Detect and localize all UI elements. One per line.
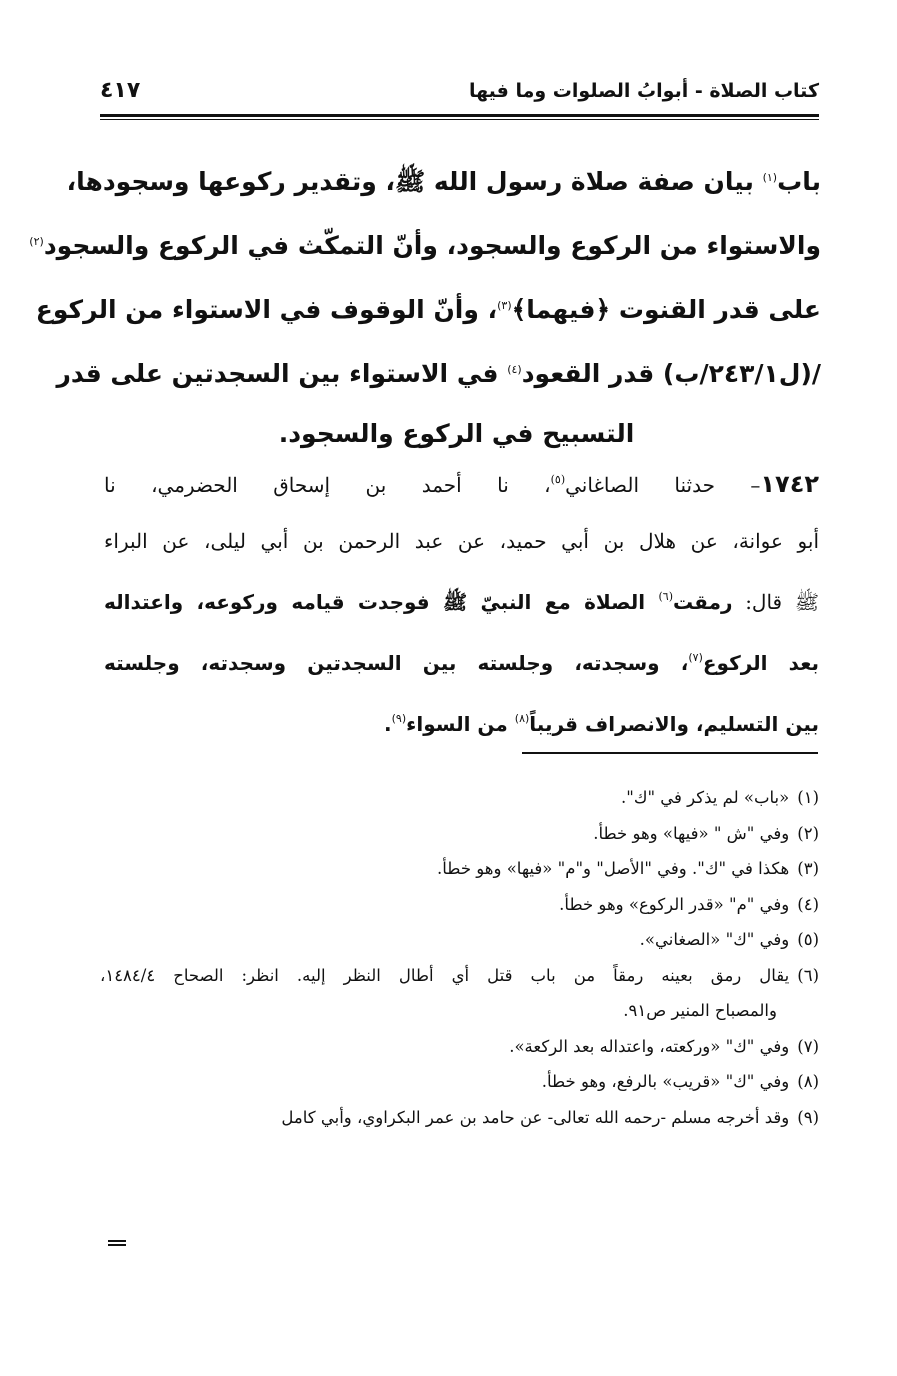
footnote-number: (٥) [797,930,819,949]
footnote-item [100,780,819,816]
footnote-text: «باب» لم يذكر في "ك". [621,788,790,807]
continuation-mark [108,1240,126,1246]
matn-text: بين التسليم، والانصراف قريباً [529,712,819,736]
footnote-ref: (٥) [550,473,566,486]
footnote-line [100,958,819,994]
page-number: ٤١٧ [100,78,141,103]
heading-text: والاستواء من الركوع والسجود، وأنّ التمكّث في الركوع والسجود [43,231,821,260]
footnote-item [100,816,819,852]
footnote-number: (٢) [797,823,819,843]
heading-text: باب [777,167,821,196]
hadith-number: ١٧٤٢ [760,470,819,498]
heading-text: بيان صفة صلاة رسول الله ﷺ، وتقدير ركوعها وسجودها، [66,167,763,196]
footnote-number: (٤) [797,894,819,914]
heading-text: ﴿فيهما﴾ [511,295,611,324]
footnote-number: (١) [797,788,819,807]
footnote-ref: (٩) [391,712,407,725]
hadith-text: – حدثنا الصاغاني [565,473,761,497]
matn-text: رمقت [673,590,733,614]
footnote-item [100,922,819,958]
heading-text: في الاستواء بين السجدتين على قدر [56,359,508,388]
heading-text: على قدر القنوت [610,295,821,324]
hadith-text: ، نا أحمد بن إسحاق الحضرمي، نا [104,473,551,497]
footnote-number: (٦) [797,965,819,985]
heading-line-4 [56,340,821,404]
chapter-heading [29,148,821,464]
heading-line-5: التسبيح في الركوع والسجود. [278,419,635,448]
hadith-line-3 [104,569,819,630]
footnote-ref: (٨) [514,712,530,725]
heading-line-1 [66,148,821,212]
footnote-text: هكذا في "ك". وفي "الأصل" و"م" «فيها» وهو خطأ. [437,859,790,878]
hadith-line-5 [104,691,819,752]
footnote-text: وفي "ك" «وركعته، واعتداله بعد الركعة». [509,1036,790,1056]
matn-text: بعد الركوع [702,651,819,675]
footnote-number: (٣) [797,859,819,878]
heading-line-2 [29,212,821,276]
footnote-separator [522,752,818,754]
heading-text: /(ل٢٤٣/١/ب) قدر القعود [521,359,821,388]
matn-text: الصلاة مع النبيّ ﷺ فوجدت قيامه وركوعه، واعتداله [104,590,659,614]
footnote-item [100,851,819,887]
footnote-ref: (٧) [688,651,703,664]
header-double-rule [100,114,819,120]
running-header [100,76,819,112]
hadith-paragraph [104,452,819,752]
matn-text: . [384,712,392,736]
footnote-number: (٩) [797,1107,819,1127]
running-title: كتاب الصلاة - أبوابُ الصلوات وما فيها [468,80,819,102]
footnote-text-continued: والمصباح المنير ص٩١. [623,1001,777,1020]
footnote-item [100,887,819,923]
matn-text: من السواء [406,712,515,736]
footnote-text: وفي "ك" «قريب» بالرفع، وهو خطأ. [541,1072,790,1091]
matn-text: ، وسجدته، وجلسته بين السجدتين وسجدته، وجلسته [104,651,689,675]
footnotes-list [100,780,819,1135]
footnote-item [100,958,819,1029]
footnote-text: يقال رمق بعينه رمقاً من باب قتل أي أطال النظر إليه. انظر: الصحاح ١٤٨٤/٤، [100,965,790,985]
footnote-ref: (٤) [507,363,522,376]
footnote-text: وفي "ش " «فيها» وهو خطأ. [593,823,790,843]
footnote-ref: (٣) [497,299,512,312]
footnote-text: وفي "ك" «الصغاني». [639,930,790,949]
footnote-item [100,1064,819,1100]
footnote-ref: (١) [762,171,778,184]
hadith-line-1 [104,452,819,513]
footnote-text: وفي "م" «قدر الركوع» وهو خطأ. [559,894,790,914]
footnote-ref: (٦) [658,590,673,603]
footnote-item [100,1029,819,1065]
footnote-item [100,1100,819,1136]
heading-text: ، وأنّ الوقوف في الاستواء من الركوع [35,295,498,324]
footnote-text: وقد أخرجه مسلم -رحمه الله تعالى- عن حامد بن عمر البكراوي، وأبي كامل [281,1107,790,1127]
footnote-number: (٧) [797,1036,819,1056]
hadith-text: ﷺ قال: [732,590,819,614]
footnote-number: (٨) [797,1072,819,1091]
footnote-ref: (٢) [29,235,44,248]
hadith-line-4 [104,630,819,691]
hadith-line-2: أبو عوانة، عن هلال بن أبي حميد، عن عبد الرحمن بن أبي ليلى، عن البراء [104,529,820,553]
heading-line-3 [35,276,821,340]
